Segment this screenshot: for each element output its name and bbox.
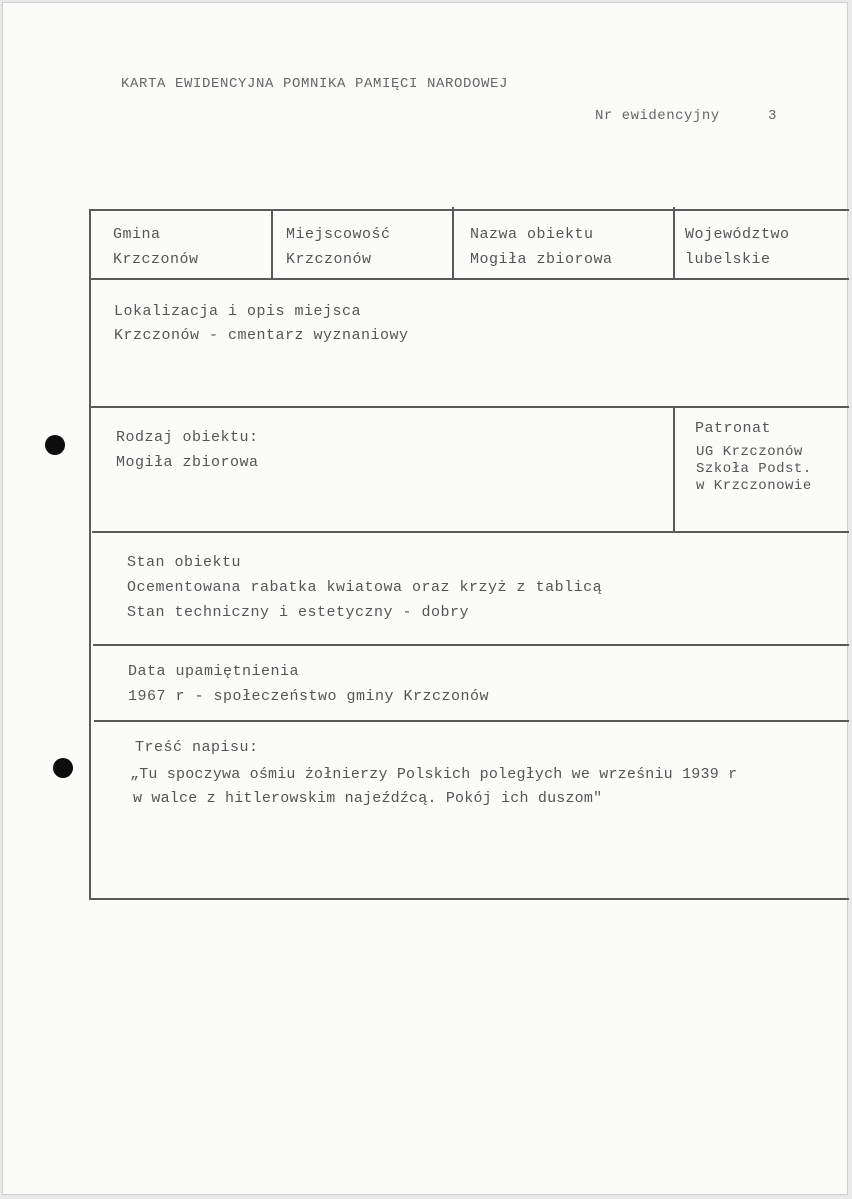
row4-bottom-border xyxy=(93,644,849,646)
record-card xyxy=(2,2,848,1195)
card-title: KARTA EWIDENCYJNA POMNIKA PAMIĘCI NARODOWEJ xyxy=(121,76,509,92)
patronat-label: Patronat xyxy=(695,420,772,437)
data-upamietnienia-value: 1967 r - społeczeństwo gminy Krzczonów xyxy=(128,688,490,705)
rodzaj-obiektu-value: Mogiła zbiorowa xyxy=(116,454,259,471)
row3-bottom-border xyxy=(92,531,849,533)
lokalizacja-value: Krzczonów - cmentarz wyznaniowy xyxy=(114,327,409,344)
row2-bottom-border xyxy=(90,406,849,408)
table-top-border xyxy=(89,209,849,211)
miejscowosc-value: Krzczonów xyxy=(286,251,372,268)
data-upamietnienia-label: Data upamiętnienia xyxy=(128,663,300,680)
tresc-napisu-line: „Tu spoczywa ośmiu żołnierzy Polskich poległych we wrześniu 1939 r xyxy=(130,766,738,783)
lokalizacja-label: Lokalizacja i opis miejsca xyxy=(114,303,362,320)
stan-obiektu-line: Ocementowana rabatka kwiatowa oraz krzyż z tablicą xyxy=(127,579,603,596)
punch-hole-bottom xyxy=(53,758,73,778)
row1-divider-2 xyxy=(452,207,454,279)
miejscowosc-label: Miejscowość xyxy=(286,226,391,243)
table-left-border xyxy=(89,209,91,900)
wojewodztwo-value: lubelskie xyxy=(685,251,771,268)
row3-divider xyxy=(673,406,675,532)
row5-bottom-border xyxy=(94,720,849,722)
nazwa-obiektu-value: Mogiła zbiorowa xyxy=(470,251,613,268)
table-bottom-border xyxy=(91,898,849,900)
row1-divider-1 xyxy=(271,209,273,279)
gmina-value: Krzczonów xyxy=(113,251,199,268)
stan-obiektu-line: Stan techniczny i estetyczny - dobry xyxy=(127,604,470,621)
patronat-line: UG Krzczonów xyxy=(696,444,803,460)
stan-obiektu-label: Stan obiektu xyxy=(127,554,242,571)
gmina-label: Gmina xyxy=(113,226,161,243)
tresc-napisu-line: w walce z hitlerowskim najeźdźcą. Pokój ich duszom" xyxy=(133,790,603,807)
row1-divider-3 xyxy=(673,207,675,279)
tresc-napisu-label: Treść napisu: xyxy=(135,739,259,756)
wojewodztwo-label: Województwo xyxy=(685,226,790,243)
rodzaj-obiektu-label: Rodzaj obiektu: xyxy=(116,429,259,446)
record-number-label: Nr ewidencyjny xyxy=(595,108,720,124)
nazwa-obiektu-label: Nazwa obiektu xyxy=(470,226,594,243)
patronat-line: w Krzczonowie xyxy=(696,478,812,494)
punch-hole-top xyxy=(45,435,65,455)
record-number-value: 3 xyxy=(768,108,777,124)
patronat-line: Szkoła Podst. xyxy=(696,461,812,477)
row1-bottom-border xyxy=(89,278,849,280)
